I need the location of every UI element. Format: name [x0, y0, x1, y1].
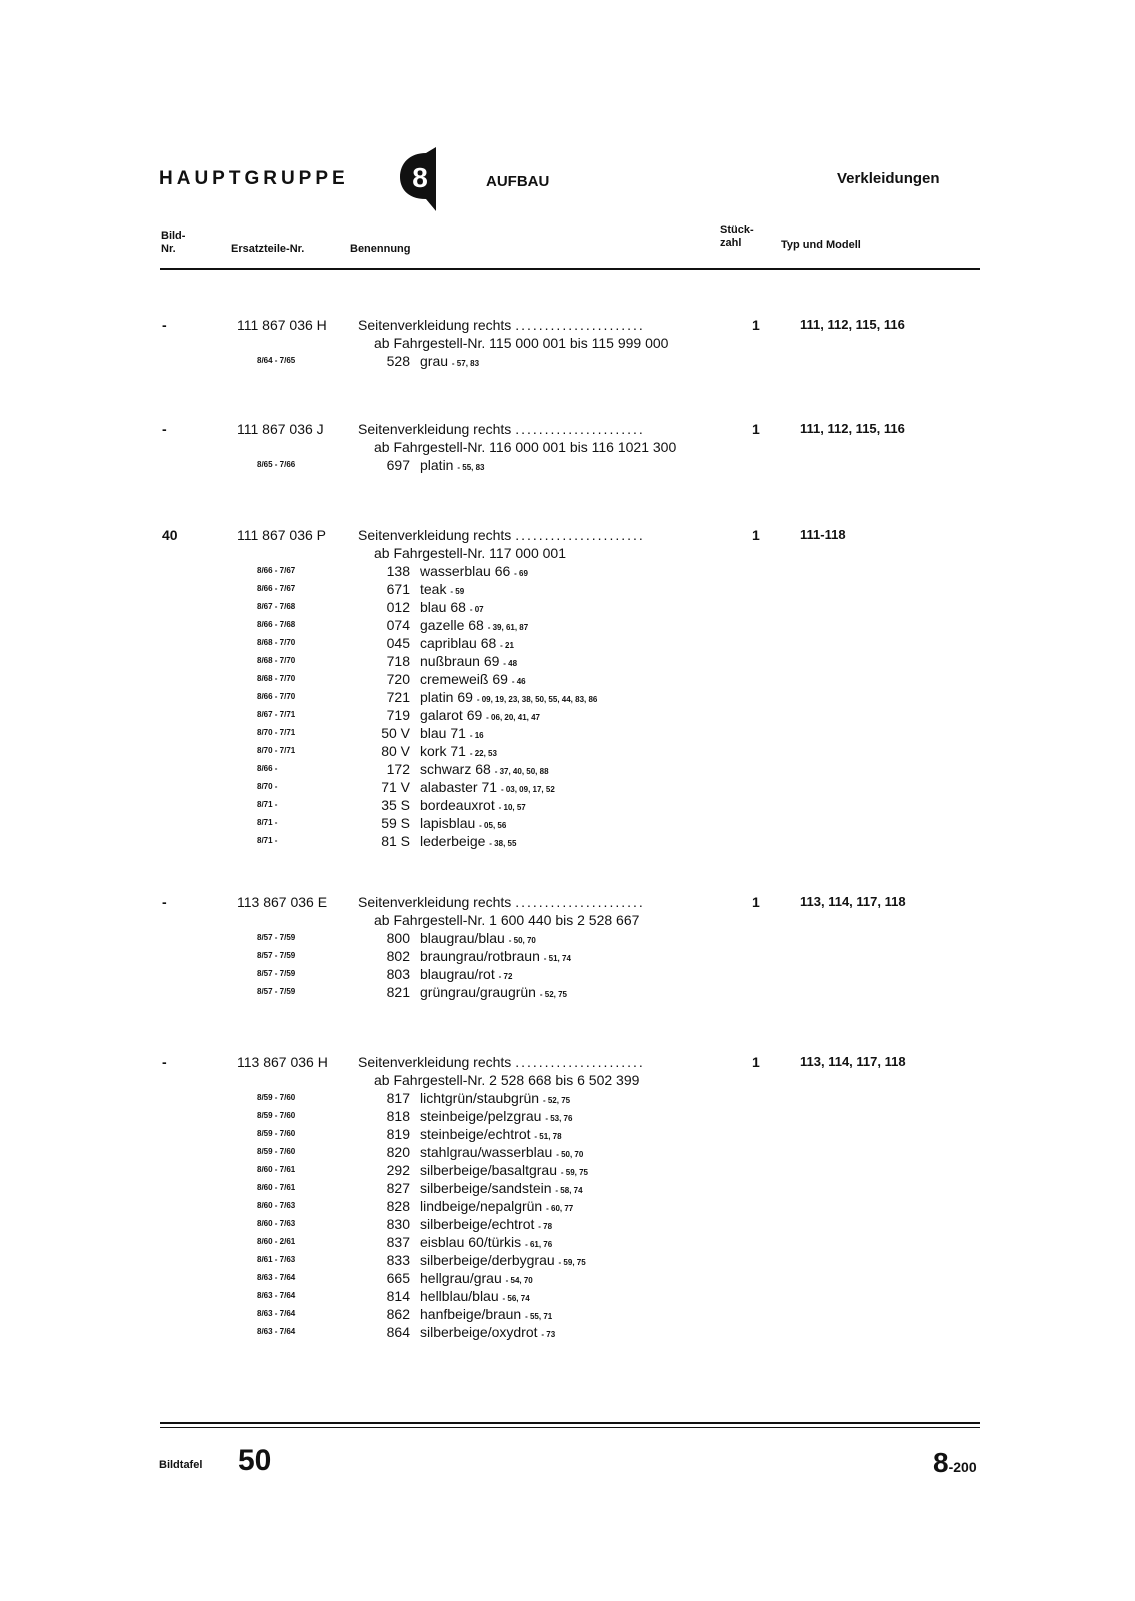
part-description: Seitenverkleidung rechts ......................: [358, 317, 645, 333]
color-name: hellblau/blau - 56, 74: [420, 1288, 530, 1304]
color-variant-row: [0, 983, 1135, 1001]
color-code: 862: [386, 1306, 410, 1322]
color-variant-row: [0, 562, 1135, 580]
quantity: 1: [752, 894, 760, 910]
validity-period: 8/57 - 7/59: [257, 951, 296, 960]
color-variant-row: [0, 1089, 1135, 1107]
color-name: eisblau 60/türkis - 61, 76: [420, 1234, 553, 1250]
part-main-row: [0, 526, 1135, 544]
color-name: steinbeige/pelzgrau - 53, 76: [420, 1108, 573, 1124]
color-name: blau 68 - 07: [420, 599, 484, 615]
color-code: 803: [386, 966, 410, 982]
color-code: 665: [386, 1270, 410, 1286]
color-refs: - 03, 09, 17, 52: [500, 785, 555, 794]
color-refs: - 57, 83: [451, 359, 480, 368]
color-refs: - 56, 74: [502, 1294, 530, 1303]
color-name: schwarz 68 - 37, 40, 50, 88: [420, 761, 549, 777]
validity-period: 8/71 -: [257, 800, 278, 809]
color-variant-row: [0, 598, 1135, 616]
color-name: blau 71 - 16: [420, 725, 484, 741]
color-name: lederbeige - 38, 55: [420, 833, 517, 849]
color-variant-row: [0, 1125, 1135, 1143]
color-refs: - 78: [538, 1222, 553, 1231]
color-refs: - 52, 75: [542, 1096, 571, 1105]
color-name: silberbeige/derbygrau - 59, 75: [420, 1252, 586, 1268]
color-variant-row: [0, 965, 1135, 983]
area-title: AUFBAU: [486, 173, 550, 190]
color-variant-row: [0, 814, 1135, 832]
color-code: 012: [386, 599, 410, 615]
color-name: alabaster 71 - 03, 09, 17, 52: [420, 779, 555, 795]
color-code: 828: [386, 1198, 410, 1214]
color-refs: - 54, 70: [505, 1276, 533, 1285]
part-entry: [0, 526, 1135, 850]
color-variant-row: [0, 947, 1135, 965]
color-variant-row: [0, 760, 1135, 778]
color-name: hellgrau/grau - 54, 70: [420, 1270, 533, 1286]
color-code: 71 V: [381, 779, 410, 795]
validity-period: 8/60 - 2/61: [257, 1237, 296, 1246]
col-model-header: Typ und Modell: [781, 239, 861, 251]
main-group-label: HAUPTGRUPPE: [159, 168, 349, 189]
color-code: 802: [386, 948, 410, 964]
color-refs: - 46: [511, 677, 526, 686]
model-types: 111, 112, 115, 116: [800, 317, 905, 332]
color-refs: - 53, 76: [545, 1114, 573, 1123]
color-code: 864: [386, 1324, 410, 1340]
color-variant-row: [0, 1197, 1135, 1215]
color-variant-row: [0, 724, 1135, 742]
part-description: Seitenverkleidung rechts ......................: [358, 1054, 645, 1070]
color-variant-row: [0, 832, 1135, 850]
model-types: 111, 112, 115, 116: [800, 421, 905, 436]
color-code: 830: [386, 1216, 410, 1232]
image-number: -: [162, 317, 167, 333]
col-partno-header: Ersatzteile-Nr.: [231, 243, 305, 255]
color-refs: - 39, 61, 87: [487, 623, 529, 632]
color-variant-row: [0, 742, 1135, 760]
color-refs: - 59, 75: [558, 1258, 586, 1267]
footer-rule: [160, 1422, 980, 1424]
part-main-row: [0, 893, 1135, 911]
validity-period: 8/63 - 7/64: [257, 1327, 296, 1336]
color-variant-row: [0, 1215, 1135, 1233]
color-variant-row: [0, 796, 1135, 814]
validity-period: 8/59 - 7/60: [257, 1129, 296, 1138]
chassis-range-row: [0, 1071, 1135, 1089]
validity-period: 8/61 - 7/63: [257, 1255, 296, 1264]
validity-period: 8/60 - 7/63: [257, 1201, 296, 1210]
image-number: 40: [162, 527, 178, 543]
color-refs: - 59: [450, 587, 465, 596]
quantity: 1: [752, 317, 760, 333]
color-name: stahlgrau/wasserblau - 50, 70: [420, 1144, 584, 1160]
validity-period: 8/60 - 7/61: [257, 1165, 296, 1174]
validity-period: 8/66 - 7/70: [257, 692, 296, 701]
color-variant-row: [0, 1251, 1135, 1269]
color-name: platin 69 - 09, 19, 23, 38, 50, 55, 44, 83, 86: [420, 689, 598, 705]
color-code: 719: [386, 707, 410, 723]
color-refs: - 52, 75: [539, 990, 568, 999]
color-code: 820: [386, 1144, 410, 1160]
validity-period: 8/66 -: [257, 764, 278, 773]
color-code: 827: [386, 1180, 410, 1196]
validity-period: 8/68 - 7/70: [257, 674, 296, 683]
group-number: 8: [412, 162, 428, 193]
header-rule: [160, 268, 980, 270]
validity-period: 8/64 - 7/65: [257, 356, 296, 365]
col-qty-header: Stück- zahl: [720, 224, 754, 249]
part-entry: [0, 893, 1135, 1001]
color-name: lindbeige/nepalgrün - 60, 77: [420, 1198, 574, 1214]
quantity: 1: [752, 421, 760, 437]
color-variant-row: [0, 1107, 1135, 1125]
chassis-range: ab Fahrgestell-Nr. 117 000 001: [374, 545, 566, 561]
color-name: capriblau 68 - 21: [420, 635, 514, 651]
color-variant-row: [0, 616, 1135, 634]
validity-period: 8/60 - 7/63: [257, 1219, 296, 1228]
topic-title: Verkleidungen: [837, 170, 940, 187]
color-code: 818: [386, 1108, 410, 1124]
color-name: silberbeige/oxydrot - 73: [420, 1324, 556, 1340]
color-refs: - 06, 20, 41, 47: [486, 713, 540, 722]
validity-period: 8/68 - 7/70: [257, 638, 296, 647]
validity-period: 8/71 -: [257, 836, 278, 845]
col-bild-header: Bild- Nr.: [161, 230, 186, 255]
color-variant-row: [0, 1179, 1135, 1197]
color-code: 718: [386, 653, 410, 669]
validity-period: 8/57 - 7/59: [257, 987, 296, 996]
part-description: Seitenverkleidung rechts ......................: [358, 894, 645, 910]
color-refs: - 69: [514, 569, 528, 578]
part-number: 111 867 036 J: [237, 421, 324, 437]
validity-period: 8/63 - 7/64: [257, 1309, 296, 1318]
color-refs: - 59, 75: [560, 1168, 589, 1177]
part-main-row: [0, 316, 1135, 334]
plate-number: 50: [238, 1444, 272, 1477]
color-variant-row: [0, 652, 1135, 670]
color-refs: - 55, 83: [457, 463, 485, 472]
chassis-range-row: [0, 911, 1135, 929]
color-code: 172: [386, 761, 410, 777]
color-variant-row: [0, 1143, 1135, 1161]
validity-period: 8/67 - 7/68: [257, 602, 296, 611]
color-refs: - 72: [498, 972, 513, 981]
color-name: hanfbeige/braun - 55, 71: [420, 1306, 553, 1322]
chassis-range-row: [0, 544, 1135, 562]
validity-period: 8/65 - 7/66: [257, 460, 296, 469]
chassis-range: ab Fahrgestell-Nr. 1 600 440 bis 2 528 667: [374, 912, 640, 928]
color-name: teak - 59: [420, 581, 465, 597]
model-types: 111-118: [800, 527, 846, 542]
color-refs: - 50, 70: [556, 1150, 584, 1159]
color-code: 35 S: [381, 797, 410, 813]
color-code: 821: [386, 984, 410, 1000]
validity-period: 8/59 - 7/60: [257, 1147, 296, 1156]
color-variant-row: [0, 352, 1135, 370]
color-refs: - 10, 57: [498, 803, 526, 812]
color-code: 819: [386, 1126, 410, 1142]
color-code: 837: [386, 1234, 410, 1250]
color-code: 800: [386, 930, 410, 946]
color-variant-row: [0, 580, 1135, 598]
part-main-row: [0, 420, 1135, 438]
color-code: 138: [386, 563, 410, 579]
validity-period: 8/68 - 7/70: [257, 656, 296, 665]
color-code: 59 S: [381, 815, 410, 831]
color-code: 528: [386, 353, 410, 369]
color-refs: - 09, 19, 23, 38, 50, 55, 44, 83, 86: [476, 695, 598, 704]
color-code: 720: [386, 671, 410, 687]
image-number: -: [162, 421, 167, 437]
color-refs: - 61, 76: [525, 1240, 553, 1249]
group-badge-shape: [396, 147, 446, 211]
col-desc-header: Benennung: [350, 243, 411, 255]
color-name: gazelle 68 - 39, 61, 87: [420, 617, 529, 633]
color-code: 045: [386, 635, 410, 651]
color-name: cremeweiß 69 - 46: [420, 671, 526, 687]
validity-period: 8/70 -: [257, 782, 278, 791]
part-number: 113 867 036 H: [237, 1054, 328, 1070]
group-number-badge: [396, 147, 446, 211]
color-refs: - 37, 40, 50, 88: [494, 767, 549, 776]
color-refs: - 07: [469, 605, 484, 614]
color-name: lichtgrün/staubgrün - 52, 75: [420, 1090, 571, 1106]
chassis-range-row: [0, 334, 1135, 352]
chassis-range: ab Fahrgestell-Nr. 116 000 001 bis 116 1021 300: [374, 439, 677, 455]
color-refs: - 48: [503, 659, 518, 668]
color-code: 697: [386, 457, 410, 473]
quantity: 1: [752, 527, 760, 543]
color-refs: - 50, 70: [508, 936, 536, 945]
model-types: 113, 114, 117, 118: [800, 1054, 906, 1069]
color-variant-row: [0, 634, 1135, 652]
color-refs: - 58, 74: [555, 1186, 583, 1195]
color-code: 292: [386, 1162, 410, 1178]
validity-period: 8/60 - 7/61: [257, 1183, 296, 1192]
color-name: blaugrau/rot - 72: [420, 966, 513, 982]
color-name: platin - 55, 83: [420, 457, 485, 473]
chassis-range-row: [0, 438, 1135, 456]
image-number: -: [162, 894, 167, 910]
model-types: 113, 114, 117, 118: [800, 894, 906, 909]
color-code: 50 V: [381, 725, 410, 741]
color-refs: - 22, 53: [469, 749, 497, 758]
color-refs: - 60, 77: [546, 1204, 574, 1213]
part-entry: [0, 316, 1135, 370]
color-refs: - 51, 78: [534, 1132, 562, 1141]
validity-period: 8/57 - 7/59: [257, 933, 296, 942]
validity-period: 8/59 - 7/60: [257, 1093, 296, 1102]
color-variant-row: [0, 1269, 1135, 1287]
color-variant-row: [0, 688, 1135, 706]
footer-rule-thin: [160, 1427, 980, 1428]
validity-period: 8/63 - 7/64: [257, 1291, 296, 1300]
color-code: 817: [386, 1090, 410, 1106]
color-variant-row: [0, 1287, 1135, 1305]
part-description: Seitenverkleidung rechts ......................: [358, 527, 645, 543]
validity-period: 8/70 - 7/71: [257, 728, 296, 737]
color-name: silberbeige/echtrot - 78: [420, 1216, 553, 1232]
color-code: 80 V: [381, 743, 410, 759]
color-variant-row: [0, 706, 1135, 724]
plate-label: Bildtafel: [159, 1459, 203, 1471]
part-description: Seitenverkleidung rechts ......................: [358, 421, 645, 437]
part-entry: [0, 1053, 1135, 1341]
color-variant-row: [0, 670, 1135, 688]
validity-period: 8/57 - 7/59: [257, 969, 296, 978]
color-variant-row: [0, 456, 1135, 474]
validity-period: 8/63 - 7/64: [257, 1273, 296, 1282]
part-number: 111 867 036 P: [237, 527, 327, 543]
color-variant-row: [0, 778, 1135, 796]
image-number: -: [162, 1054, 167, 1070]
validity-period: 8/66 - 7/67: [257, 566, 296, 575]
validity-period: 8/70 - 7/71: [257, 746, 296, 755]
color-refs: - 16: [469, 731, 484, 740]
color-code: 81 S: [381, 833, 410, 849]
color-name: kork 71 - 22, 53: [420, 743, 497, 759]
validity-period: 8/66 - 7/68: [257, 620, 296, 629]
quantity: 1: [752, 1054, 760, 1070]
color-refs: - 21: [500, 641, 514, 650]
chassis-range: ab Fahrgestell-Nr. 2 528 668 bis 6 502 399: [374, 1072, 640, 1088]
chassis-range: ab Fahrgestell-Nr. 115 000 001 bis 115 999 000: [374, 335, 669, 351]
validity-period: 8/67 - 7/71: [257, 710, 296, 719]
color-refs: - 73: [541, 1330, 556, 1339]
color-name: wasserblau 66 - 69: [420, 563, 528, 579]
color-name: lapisblau - 05, 56: [420, 815, 507, 831]
color-variant-row: [0, 1323, 1135, 1341]
color-name: grau - 57, 83: [420, 353, 480, 369]
color-refs: - 05, 56: [479, 821, 507, 830]
color-code: 721: [386, 689, 410, 705]
color-name: silberbeige/sandstein - 58, 74: [420, 1180, 583, 1196]
color-name: galarot 69 - 06, 20, 41, 47: [420, 707, 540, 723]
color-name: steinbeige/echtrot - 51, 78: [420, 1126, 562, 1142]
color-name: grüngrau/graugrün - 52, 75: [420, 984, 568, 1000]
color-variant-row: [0, 929, 1135, 947]
part-main-row: [0, 1053, 1135, 1071]
part-number: 113 867 036 E: [237, 894, 328, 910]
color-code: 074: [386, 617, 410, 633]
part-number: 111 867 036 H: [237, 317, 327, 333]
validity-period: 8/71 -: [257, 818, 278, 827]
color-refs: - 51, 74: [543, 954, 571, 963]
validity-period: 8/66 - 7/67: [257, 584, 296, 593]
color-name: braungrau/rotbraun - 51, 74: [420, 948, 571, 964]
color-refs: - 38, 55: [489, 839, 517, 848]
color-code: 814: [386, 1288, 410, 1304]
color-code: 833: [386, 1252, 410, 1268]
color-variant-row: [0, 1305, 1135, 1323]
color-refs: - 55, 71: [525, 1312, 553, 1321]
color-name: nußbraun 69 - 48: [420, 653, 518, 669]
validity-period: 8/59 - 7/60: [257, 1111, 296, 1120]
color-code: 671: [386, 581, 410, 597]
color-variant-row: [0, 1233, 1135, 1251]
color-name: silberbeige/basaltgrau - 59, 75: [420, 1162, 589, 1178]
color-name: bordeauxrot - 10, 57: [420, 797, 526, 813]
color-name: blaugrau/blau - 50, 70: [420, 930, 536, 946]
color-variant-row: [0, 1161, 1135, 1179]
part-entry: [0, 420, 1135, 474]
page-number: 8-200: [933, 1447, 977, 1478]
